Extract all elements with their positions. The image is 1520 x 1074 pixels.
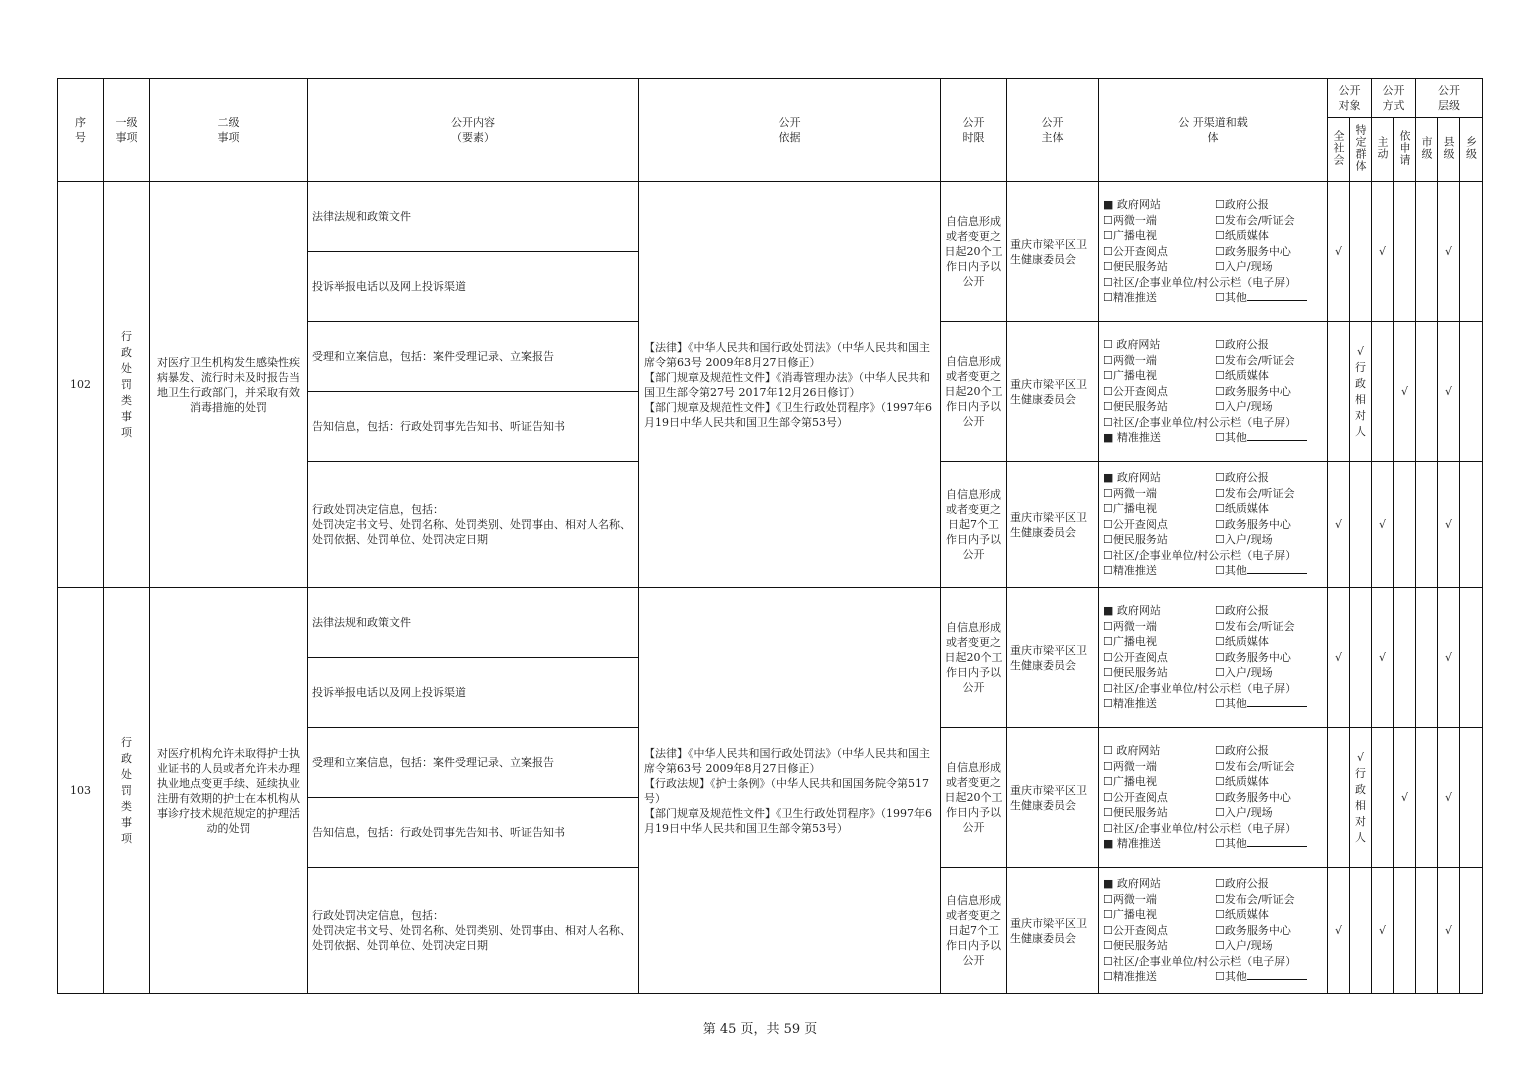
mark-tier-town <box>1460 322 1483 462</box>
row-level1: 行政处罚类事项 <box>104 182 150 588</box>
mark-tier-town <box>1460 728 1483 868</box>
row-limit: 自信息形成或者变更之日起20个工作日内予以公开 <box>941 728 1007 868</box>
mark-mode-apply <box>1394 182 1416 322</box>
header-subject: 公开主体 <box>1007 79 1099 182</box>
header-channel: 公 开渠道和载体 <box>1099 79 1328 182</box>
content-item: 投诉举报电话以及网上投诉渠道 <box>308 658 639 728</box>
header-mode-apply: 依申请 <box>1394 118 1416 182</box>
content-item: 投诉举报电话以及网上投诉渠道 <box>308 252 639 322</box>
header-basis: 公开依据 <box>639 79 941 182</box>
header-content: 公开内容（要素） <box>308 79 639 182</box>
header-mode: 公开方式 <box>1372 79 1416 118</box>
row-level2: 对医疗卫生机构发生感染性疾病暴发、流行时未及时报告当地卫生行政部门，并采取有效消毒措施的处罚 <box>150 182 308 588</box>
mark-mode-active: √ <box>1372 868 1394 994</box>
mark-tier-county: √ <box>1438 182 1460 322</box>
row-subject: 重庆市梁平区卫生健康委员会 <box>1007 588 1099 728</box>
mark-obj-group: √行政相对人 <box>1350 322 1372 462</box>
mark-obj-all: √ <box>1328 462 1350 588</box>
row-channels: ☐ 政府网站 ☐政府公报 ☐两微一端 ☐发布会/听证会 ☐广播电视 ☐纸质媒体 ☐公开查阅点 ☐政务服务中心 ☐便民服务站 ☐入户/现场 ☐社区/企事业单位/村公示栏（电子屏） ■ 精准推送 ☐其他 <box>1099 322 1328 462</box>
header-obj-group: 特定群体 <box>1350 118 1372 182</box>
mark-obj-all: √ <box>1328 588 1350 728</box>
mark-tier-county: √ <box>1438 462 1460 588</box>
mark-tier-town <box>1460 588 1483 728</box>
mark-obj-all <box>1328 322 1350 462</box>
content-item: 受理和立案信息，包括：案件受理记录、立案报告 <box>308 322 639 392</box>
row-channels: ■ 政府网站 ☐政府公报 ☐两微一端 ☐发布会/听证会 ☐广播电视 ☐纸质媒体 ☐公开查阅点 ☐政务服务中心 ☐便民服务站 ☐入户/现场 ☐社区/企事业单位/村公示栏（电子屏） ☐精准推送 ☐其他 <box>1099 462 1328 588</box>
header-tier-town: 乡级 <box>1460 118 1483 182</box>
row-limit: 自信息形成或者变更之日起20个工作日内予以公开 <box>941 322 1007 462</box>
content-item: 行政处罚决定信息，包括： 处罚决定书文号、处罚名称、处罚类别、处罚事由、相对人名称、处罚依据、处罚单位、处罚决定日期 <box>308 462 639 588</box>
content-item: 受理和立案信息，包括：案件受理记录、立案报告 <box>308 728 639 798</box>
mark-tier-city <box>1416 868 1438 994</box>
mark-mode-apply <box>1394 462 1416 588</box>
row-subject: 重庆市梁平区卫生健康委员会 <box>1007 322 1099 462</box>
row-limit: 自信息形成或者变更之日起20个工作日内予以公开 <box>941 182 1007 322</box>
mark-tier-county: √ <box>1438 868 1460 994</box>
table-row <box>58 588 1483 658</box>
row-subject: 重庆市梁平区卫生健康委员会 <box>1007 462 1099 588</box>
row-subject: 重庆市梁平区卫生健康委员会 <box>1007 868 1099 994</box>
table-row <box>58 182 1483 252</box>
header-seq: 序号 <box>58 79 104 182</box>
mark-tier-town <box>1460 868 1483 994</box>
disclosure-table <box>57 78 1483 994</box>
row-seq: 102 <box>58 182 104 588</box>
mark-obj-group <box>1350 462 1372 588</box>
mark-tier-city <box>1416 728 1438 868</box>
header-obj: 公开对象 <box>1328 79 1372 118</box>
header-mode-active: 主动 <box>1372 118 1394 182</box>
mark-tier-county: √ <box>1438 322 1460 462</box>
row-channels: ■ 政府网站 ☐政府公报 ☐两微一端 ☐发布会/听证会 ☐广播电视 ☐纸质媒体 ☐公开查阅点 ☐政务服务中心 ☐便民服务站 ☐入户/现场 ☐社区/企事业单位/村公示栏（电子屏） ☐精准推送 ☐其他 <box>1099 182 1328 322</box>
mark-obj-all <box>1328 728 1350 868</box>
mark-obj-all: √ <box>1328 182 1350 322</box>
header-tier-city: 市级 <box>1416 118 1438 182</box>
mark-tier-city <box>1416 322 1438 462</box>
row-limit: 自信息形成或者变更之日起20个工作日内予以公开 <box>941 588 1007 728</box>
content-item: 法律法规和政策文件 <box>308 182 639 252</box>
page-footer: 第 45 页，共 59 页 <box>702 1022 818 1037</box>
mark-mode-active <box>1372 322 1394 462</box>
content-item: 告知信息，包括：行政处罚事先告知书、听证告知书 <box>308 798 639 868</box>
row-channels: ☐ 政府网站 ☐政府公报 ☐两微一端 ☐发布会/听证会 ☐广播电视 ☐纸质媒体 ☐公开查阅点 ☐政务服务中心 ☐便民服务站 ☐入户/现场 ☐社区/企事业单位/村公示栏（电子屏） ■ 精准推送 ☐其他 <box>1099 728 1328 868</box>
header-tier-county: 县级 <box>1438 118 1460 182</box>
mark-mode-active: √ <box>1372 462 1394 588</box>
row-basis: 【法律】《中华人民共和国行政处罚法》（中华人民共和国主席令第63号 2009年8月27日修正） 【行政法规】《护士条例》（中华人民共和国国务院令第517号） 【部门规章及规范性文件】《卫生行政处罚程序》（1997年6月19日中华人民共和国卫生部令第53号） <box>639 588 941 994</box>
header-limit: 公开时限 <box>941 79 1007 182</box>
mark-obj-group: √行政相对人 <box>1350 728 1372 868</box>
mark-tier-city <box>1416 588 1438 728</box>
row-basis: 【法律】《中华人民共和国行政处罚法》（中华人民共和国主席令第63号 2009年8月27日修正） 【部门规章及规范性文件】《消毒管理办法》（中华人民共和国卫生部令第27号 2017年12月26日修订） 【部门规章及规范性文件】《卫生行政处罚程序》（1997年6月19日中华人民共和国卫生部令第53号） <box>639 182 941 588</box>
mark-mode-active: √ <box>1372 588 1394 728</box>
row-subject: 重庆市梁平区卫生健康委员会 <box>1007 728 1099 868</box>
row-channels: ■ 政府网站 ☐政府公报 ☐两微一端 ☐发布会/听证会 ☐广播电视 ☐纸质媒体 ☐公开查阅点 ☐政务服务中心 ☐便民服务站 ☐入户/现场 ☐社区/企事业单位/村公示栏（电子屏） ☐精准推送 ☐其他 <box>1099 588 1328 728</box>
content-item: 告知信息，包括：行政处罚事先告知书、听证告知书 <box>308 392 639 462</box>
mark-mode-apply: √ <box>1394 322 1416 462</box>
mark-obj-group <box>1350 182 1372 322</box>
mark-tier-county: √ <box>1438 728 1460 868</box>
mark-mode-active: √ <box>1372 182 1394 322</box>
mark-mode-apply <box>1394 588 1416 728</box>
row-level1: 行政处罚类事项 <box>104 588 150 994</box>
row-seq: 103 <box>58 588 104 994</box>
mark-tier-city <box>1416 182 1438 322</box>
mark-obj-group <box>1350 588 1372 728</box>
mark-tier-town <box>1460 182 1483 322</box>
content-item: 行政处罚决定信息，包括： 处罚决定书文号、处罚名称、处罚类别、处罚事由、相对人名称、处罚依据、处罚单位、处罚决定日期 <box>308 868 639 994</box>
header-level2: 二级事项 <box>150 79 308 182</box>
header-tier: 公开层级 <box>1416 79 1483 118</box>
mark-tier-city <box>1416 462 1438 588</box>
mark-obj-all: √ <box>1328 868 1350 994</box>
row-level2: 对医疗机构允许未取得护士执业证书的人员或者允许未办理执业地点变更手续、延续执业注册有效期的护士在本机构从事诊疗技术规范规定的护理活动的处罚 <box>150 588 308 994</box>
mark-obj-group <box>1350 868 1372 994</box>
mark-tier-town <box>1460 462 1483 588</box>
row-limit: 自信息形成或者变更之日起7个工作日内予以公开 <box>941 868 1007 994</box>
row-limit: 自信息形成或者变更之日起7个工作日内予以公开 <box>941 462 1007 588</box>
mark-tier-county: √ <box>1438 588 1460 728</box>
content-item: 法律法规和政策文件 <box>308 588 639 658</box>
header-level1: 一级事项 <box>104 79 150 182</box>
mark-mode-active <box>1372 728 1394 868</box>
header-obj-all: 全社会 <box>1328 118 1350 182</box>
mark-mode-apply: √ <box>1394 728 1416 868</box>
row-channels: ■ 政府网站 ☐政府公报 ☐两微一端 ☐发布会/听证会 ☐广播电视 ☐纸质媒体 ☐公开查阅点 ☐政务服务中心 ☐便民服务站 ☐入户/现场 ☐社区/企事业单位/村公示栏（电子屏） ☐精准推送 ☐其他 <box>1099 868 1328 994</box>
row-subject: 重庆市梁平区卫生健康委员会 <box>1007 182 1099 322</box>
mark-mode-apply <box>1394 868 1416 994</box>
